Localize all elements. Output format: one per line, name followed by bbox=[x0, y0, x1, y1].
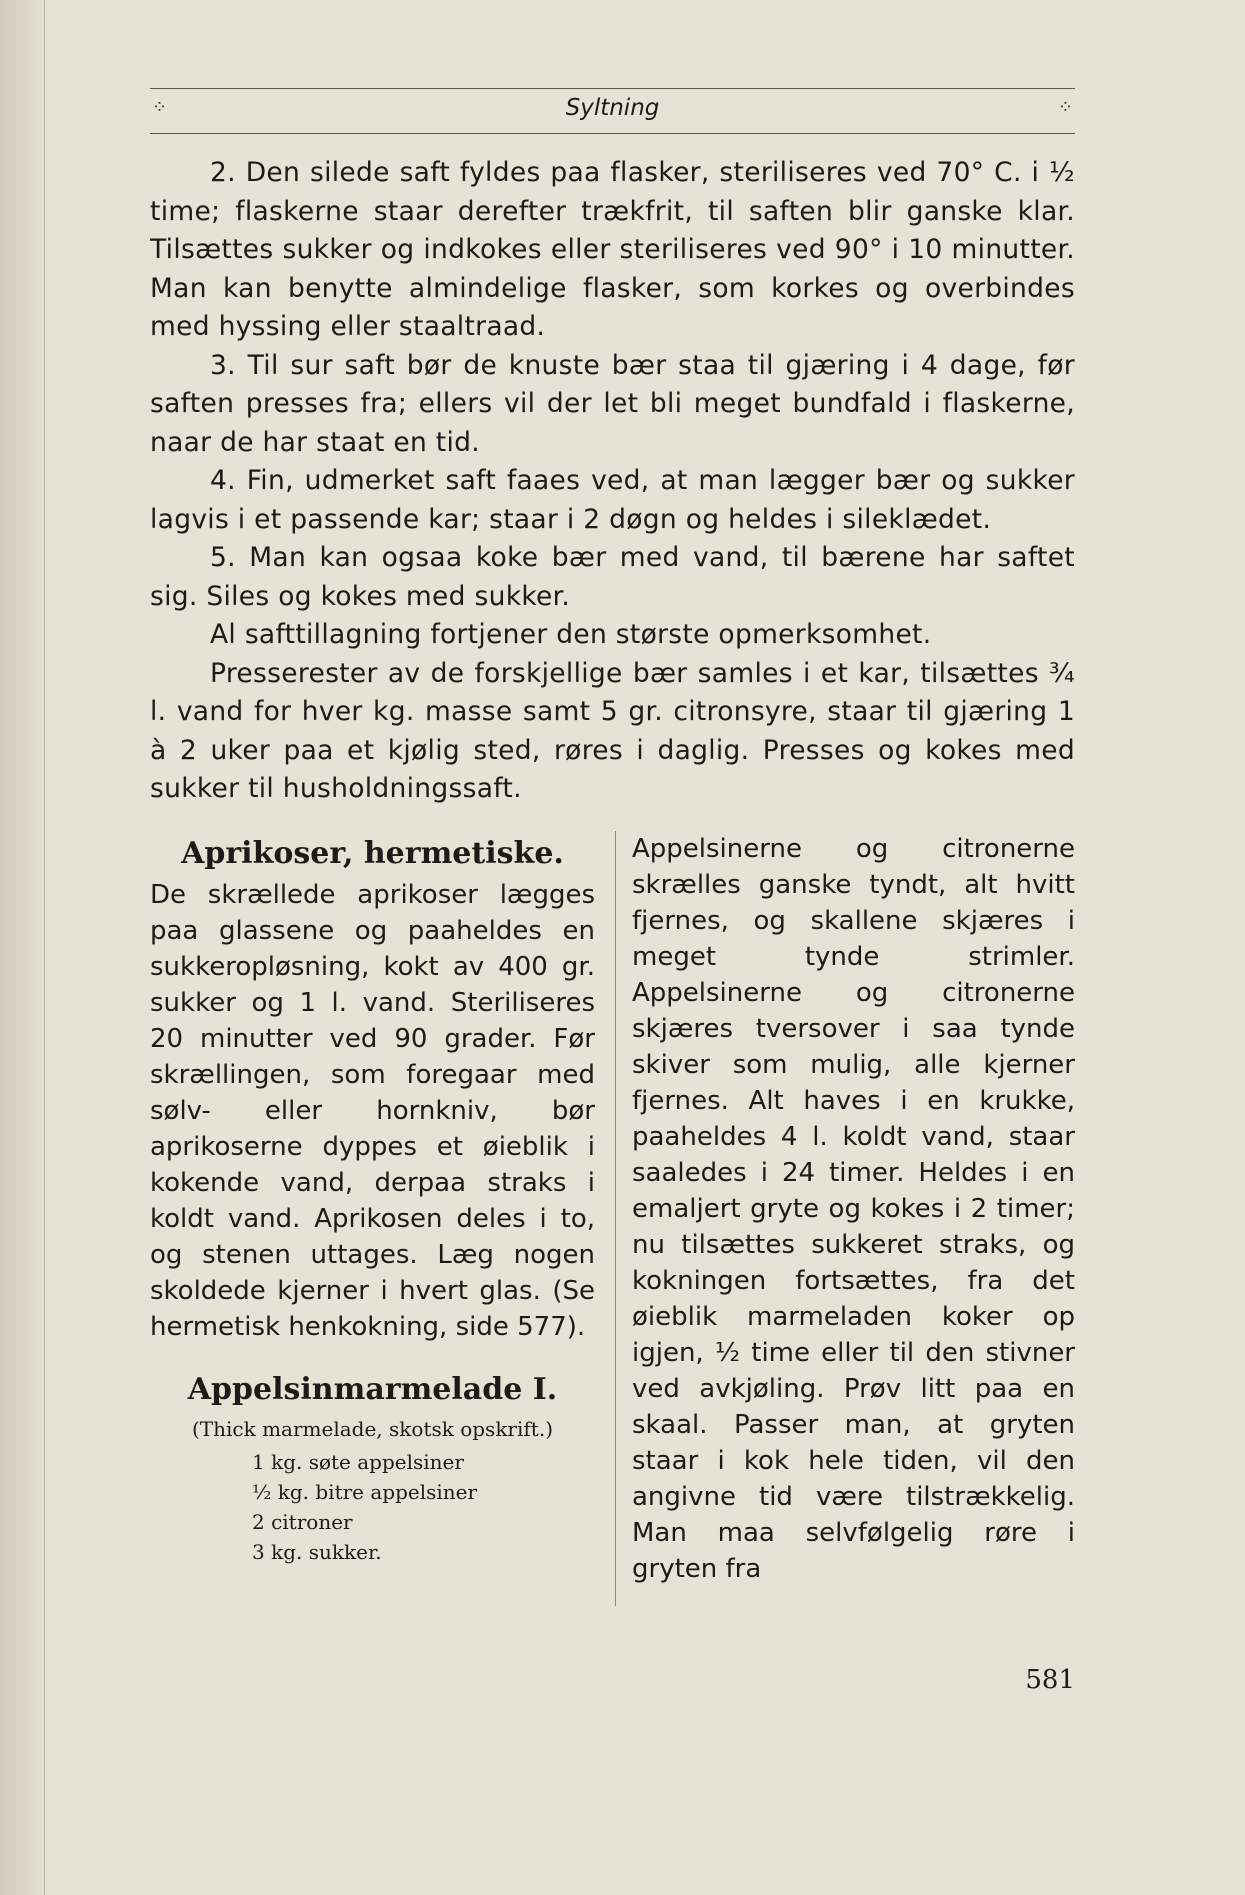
two-column-section bbox=[150, 831, 1075, 1651]
recipe-body-aprikoser: De skrællede aprikoser lægges paa glassene og paaheldes en sukkeropløsning, kokt av 400 gr. sukker og 1 l. vand. Steriliseres 20 minutter ved 90 grader. Før skrællingen, som foregaar med sølv- eller hornkniv, bør aprikoserne dyppes et øieblik i kokende vand, derpaa straks i koldt vand. Aprikosen deles i to, og stenen uttages. Læg nogen skoldede kjerner i hvert glas. (Se hermetisk henkokning, side 577). bbox=[150, 879, 595, 1342]
recipe-subtitle: (Thick marmelade, skotsk opskrift.) bbox=[191, 1416, 553, 1441]
ingredient-item: 1 kg. søte appelsiner bbox=[252, 1449, 464, 1474]
paragraph: Al safttillagning fortjener den største opmerksomhet. bbox=[210, 619, 932, 650]
ingredient-list bbox=[150, 1447, 595, 1567]
paragraph: 4. Fin, udmerket saft faaes ved, at man lægger bær og sukker lagvis i et passende kar; staar i 2 døgn og heldes i sileklædet. bbox=[150, 465, 1075, 535]
main-text-block bbox=[150, 154, 1075, 809]
book-spine-shadow bbox=[0, 0, 45, 1895]
page-content bbox=[150, 88, 1075, 1651]
paragraph: 3. Til sur saft bør de knuste bær staa til gjæring i 4 dage, før saften presses fra; ellers vil der let bli meget bundfald i flaskerne, naar de har staat en tid. bbox=[150, 349, 1075, 458]
running-head bbox=[150, 88, 1075, 134]
page-number: 581 bbox=[1025, 1665, 1075, 1695]
column-divider bbox=[615, 831, 616, 1606]
ornament-right-icon: ⁘ bbox=[1057, 97, 1073, 118]
right-column bbox=[632, 831, 1075, 1587]
recipe-body-appelsinmarmelade: Appelsinerne og citronerne skrælles ganske tyndt, alt hvitt fjernes, og skallene skjæres i meget tynde strimler. Appelsinerne og citronerne skjæres tversover i saa tynde skiver som mulig, alle kjerner fjernes. Alt haves i en krukke, paaheldes 4 l. koldt vand, staar saaledes i 24 timer. Heldes i en emaljert gryte og kokes i 2 timer; nu tilsættes sukkeret straks, og kokningen fortsættes, fra det øieblik marmeladen koker op igjen, ½ time eller til den stivner ved avkjøling. Prøv litt paa en skaal. Passer man, at gryten staar i kok hele tiden, vil den angivne tid være tilstrækkelig. Man maa selvfølgelig røre i gryten fra bbox=[632, 833, 1075, 1584]
footer bbox=[150, 1665, 1075, 1705]
paragraph: Presserester av de forskjellige bær samles i et kar, tilsættes ¾ l. vand for hver kg. masse samt 5 gr. citronsyre, staar til gjæring 1 à 2 uker paa et kjølig sted, røres i daglig. Presses og kokes med sukker til husholdningssaft. bbox=[150, 657, 1075, 804]
left-column bbox=[150, 831, 595, 1567]
recipe-heading-aprikoser: Aprikoser, hermetiske. bbox=[181, 835, 564, 871]
ingredient-item: 2 citroner bbox=[252, 1509, 353, 1534]
ingredient-item: ½ kg. bitre appelsiner bbox=[252, 1479, 478, 1504]
running-head-title: Syltning bbox=[565, 95, 660, 121]
ingredient-item: 3 kg. sukker. bbox=[252, 1539, 382, 1564]
paragraph: 2. Den silede saft fyldes paa flasker, steriliseres ved 70° C. i ½ time; flaskerne staar derefter trækfrit, til saften blir ganske klar. Tilsættes sukker og indkokes eller steriliseres ved 90° i 10 minutter. Man kan benytte almindelige flasker, som korkes og overbindes med hyssing eller staaltraad. bbox=[150, 157, 1075, 342]
ornament-left-icon: ⁘ bbox=[152, 97, 168, 118]
paragraph: 5. Man kan ogsaa koke bær med vand, til bærene har saftet sig. Siles og kokes med sukker. bbox=[150, 542, 1075, 612]
recipe-heading-appelsinmarmelade: Appelsinmarmelade I. bbox=[187, 1371, 558, 1407]
